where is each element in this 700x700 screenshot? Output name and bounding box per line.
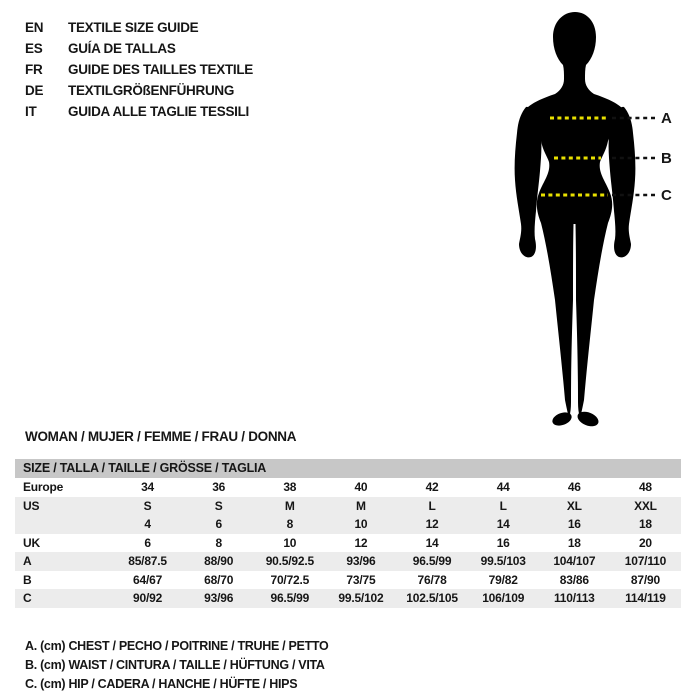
section-title-woman: WOMAN / MUJER / FEMME / FRAU / DONNA	[25, 429, 297, 444]
measurement-legend	[25, 636, 328, 694]
table-cell: 102.5/105	[406, 591, 458, 606]
row-label: A	[23, 554, 32, 569]
table-row-chest-a	[15, 552, 681, 571]
table-cell: 10	[354, 517, 368, 532]
table-cell: S	[143, 498, 152, 513]
woman-left-arm	[515, 107, 542, 258]
table-cell: 12	[354, 535, 368, 550]
table-cell: 16	[567, 517, 581, 532]
table-cell: 14	[425, 535, 439, 550]
lang-row-de	[25, 80, 253, 101]
table-cell: 20	[638, 535, 652, 550]
table-cell: 40	[354, 480, 368, 495]
row-label: B	[23, 572, 32, 587]
table-cell: 12	[425, 517, 439, 532]
table-cell: 96.5/99	[270, 591, 310, 606]
table-cell: 114/119	[625, 591, 666, 606]
table-cell: 6	[144, 535, 151, 550]
lang-title: GUIDE DES TAILLES TEXTILE	[68, 62, 254, 77]
table-cell: 83/86	[559, 572, 589, 587]
table-cell: 106/109	[482, 591, 525, 606]
lang-row-es	[25, 38, 253, 59]
table-cell: 96.5/99	[412, 554, 452, 569]
lang-code: ES	[25, 41, 43, 56]
lang-title: GUIDA ALLE TAGLIE TESSILI	[68, 104, 249, 119]
marker-label-a: A	[661, 110, 672, 127]
table-row-europe	[15, 478, 681, 497]
lang-code: EN	[25, 20, 44, 35]
table-cell: M	[284, 498, 295, 513]
table-cell: 99.5/103	[480, 554, 526, 569]
row-label: Europe	[23, 480, 64, 495]
table-cell: M	[356, 498, 366, 513]
table-cell: 8	[215, 535, 222, 550]
size-table-header: SIZE / TALLA / TAILLE / GRÖSSE / TAGLIA	[15, 459, 681, 478]
table-cell: L	[499, 498, 507, 513]
marker-label-c: C	[661, 187, 672, 204]
table-row-us-numeric	[15, 515, 681, 534]
table-cell: 79/82	[488, 572, 518, 587]
lang-title: TEXTILE SIZE GUIDE	[68, 20, 199, 35]
table-cell: 36	[212, 480, 226, 495]
lang-code: DE	[25, 83, 44, 98]
table-cell: 46	[567, 480, 581, 495]
table-cell: 90/92	[133, 591, 163, 606]
table-cell: 8	[286, 517, 294, 532]
lang-row-it	[25, 101, 253, 122]
table-cell: 93/96	[204, 591, 234, 606]
lang-code: IT	[25, 104, 37, 119]
table-cell: 18	[567, 535, 581, 550]
lang-row-fr	[25, 59, 253, 80]
table-cell: 4	[144, 517, 151, 532]
table-cell: 34	[141, 480, 155, 495]
table-cell: 107/110	[624, 554, 667, 569]
table-cell: 73/75	[346, 572, 376, 587]
table-cell: 44	[496, 480, 510, 495]
table-cell: 14	[496, 517, 510, 532]
table-cell: 90.5/92.5	[265, 554, 314, 569]
legend-waist: B. (cm) WAIST / CINTURA / TAILLE / HÜFTUNG / VITA	[25, 657, 325, 672]
table-cell: 70/72.5	[270, 572, 310, 587]
woman-silhouette-figure	[460, 10, 700, 440]
table-cell: 87/90	[630, 572, 660, 587]
table-cell: 99.5/102	[338, 591, 384, 606]
size-table	[15, 459, 681, 608]
lang-row-en	[25, 17, 253, 38]
legend-hip: C. (cm) HIP / CADERA / HANCHE / HÜFTE / HIPS	[25, 677, 298, 692]
row-label: US	[23, 498, 40, 513]
table-cell: L	[428, 498, 436, 513]
row-label: C	[23, 591, 32, 606]
lang-title: TEXTILGRÖßENFÜHRUNG	[68, 83, 235, 98]
table-cell: 104/107	[553, 554, 596, 569]
woman-body-silhouette	[523, 12, 625, 414]
table-row-hip-c	[15, 589, 681, 608]
table-cell: 68/70	[204, 572, 234, 587]
lang-title: GUÍA DE TALLAS	[68, 41, 176, 56]
table-cell: 85/87.5	[128, 554, 167, 569]
table-cell: 48	[638, 480, 652, 495]
table-row-uk	[15, 534, 681, 553]
woman-right-arm	[609, 107, 636, 258]
table-cell: 6	[215, 517, 222, 532]
table-cell: 38	[283, 480, 297, 495]
table-cell: 16	[496, 535, 510, 550]
table-cell: XXL	[634, 498, 657, 513]
table-cell: 88/90	[204, 554, 234, 569]
table-cell: S	[214, 498, 223, 513]
row-label: UK	[23, 535, 40, 550]
table-cell: 10	[283, 535, 297, 550]
table-cell: 110/113	[553, 591, 595, 606]
table-row-waist-b	[15, 571, 681, 590]
marker-label-b: B	[661, 150, 672, 167]
table-row-us	[15, 497, 681, 516]
table-cell: XL	[566, 498, 582, 513]
table-cell: 42	[425, 480, 439, 495]
legend-chest: A. (cm) CHEST / PECHO / POITRINE / TRUHE / PETTO	[25, 638, 329, 653]
table-cell: 64/67	[133, 572, 163, 587]
table-cell: 18	[638, 517, 652, 532]
lang-code: FR	[25, 62, 43, 77]
table-cell: 93/96	[346, 554, 376, 569]
language-title-list	[25, 17, 253, 122]
table-cell: 76/78	[417, 572, 447, 587]
